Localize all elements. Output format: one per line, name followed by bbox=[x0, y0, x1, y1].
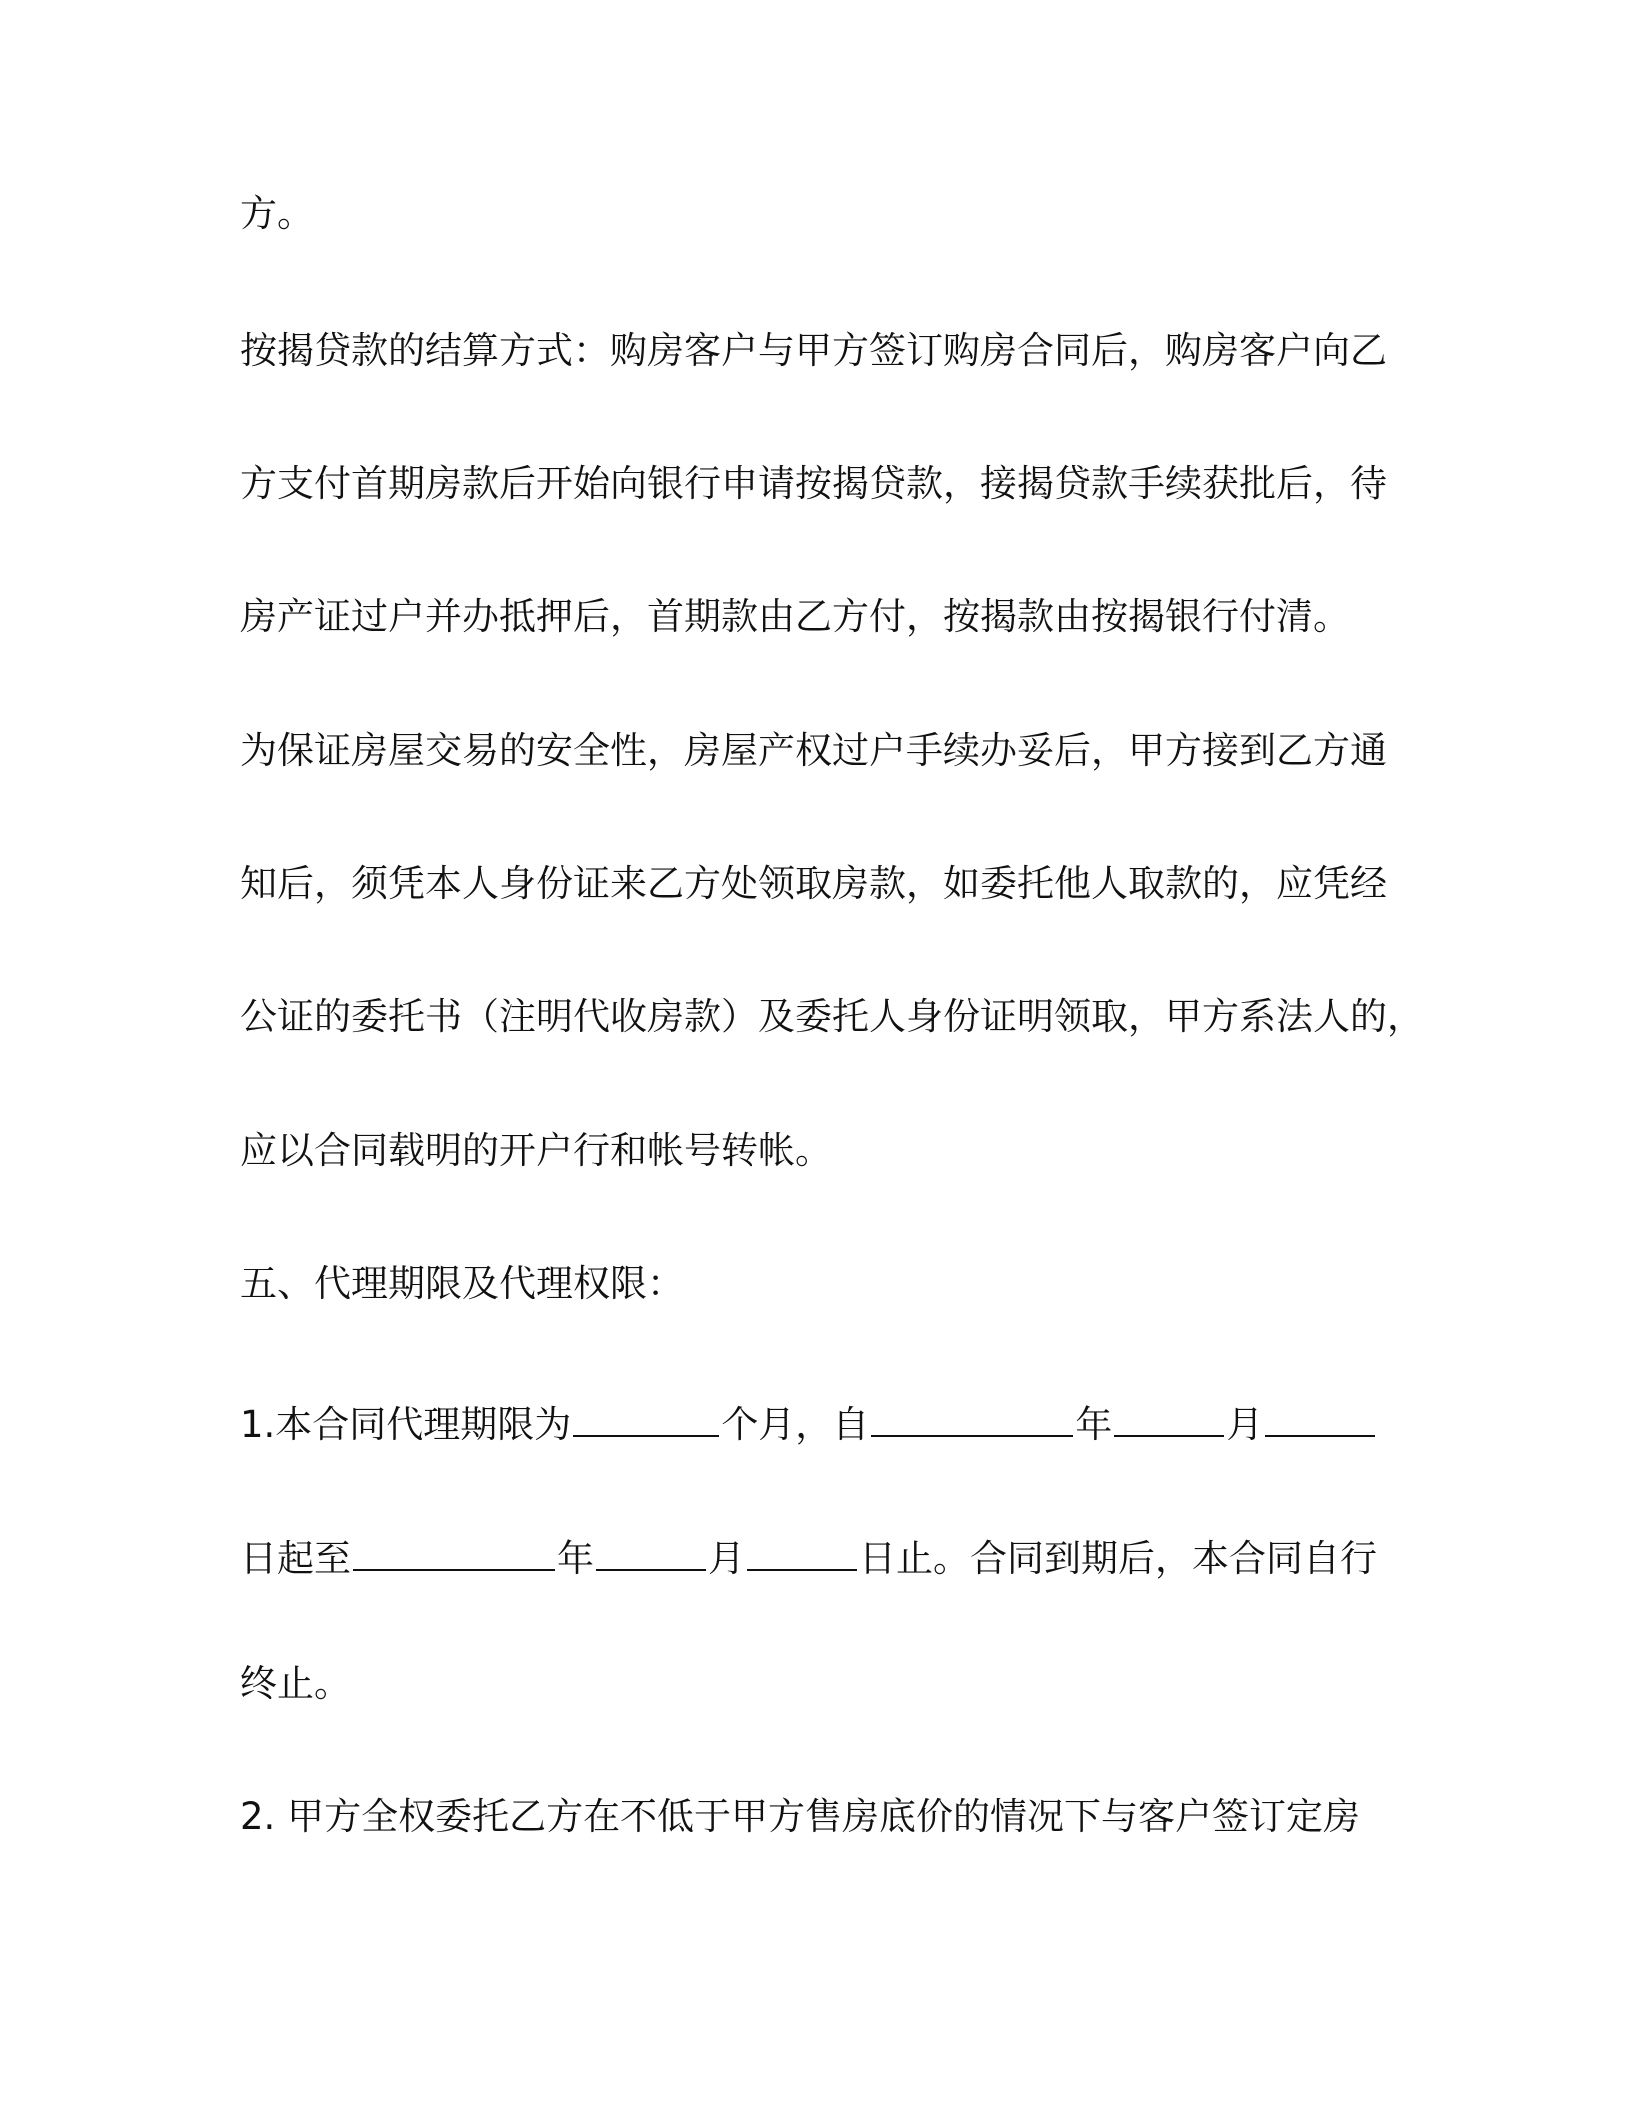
month-label: 月 bbox=[708, 1537, 745, 1580]
year-label: 年 bbox=[557, 1537, 594, 1580]
start-day-blank bbox=[1265, 1395, 1375, 1437]
term-months-text: 个月，自 bbox=[721, 1403, 870, 1446]
end-month-blank bbox=[596, 1529, 706, 1571]
months-blank bbox=[573, 1395, 719, 1437]
paragraph-line: 终止。 bbox=[240, 1662, 351, 1705]
paragraph-line: 为保证房屋交易的安全性，房屋产权过户手续办妥后，甲方接到乙方通 bbox=[240, 729, 1387, 772]
end-year-blank bbox=[353, 1529, 555, 1571]
start-month-blank bbox=[1114, 1395, 1224, 1437]
section-heading: 五、代理期限及代理权限： bbox=[240, 1262, 684, 1305]
paragraph-line: 应以合同载明的开户行和帐号转帐。 bbox=[240, 1129, 832, 1172]
paragraph-line: 方。 bbox=[240, 192, 314, 235]
paragraph-line: 房产证过户并办抵押后，首期款由乙方付，按揭款由按揭银行付清。 bbox=[240, 595, 1350, 638]
paragraph-line: 知后，须凭本人身份证来乙方处领取房款，如委托他人取款的，应凭经 bbox=[240, 862, 1387, 905]
term-end-text: 日止。合同到期后，本合同自行 bbox=[859, 1537, 1377, 1580]
paragraph-line: 公证的委托书（注明代收房款）及委托人身份证明领取，甲方系法人的， bbox=[240, 995, 1424, 1038]
month-label: 月 bbox=[1226, 1403, 1264, 1446]
item-2-line: 2. 甲方全权委托乙方在不低于甲方售房底价的情况下与客户签订定房 bbox=[240, 1795, 1361, 1838]
paragraph-line: 按揭贷款的结算方式：购房客户与甲方签订购房合同后，购房客户向乙 bbox=[240, 329, 1387, 372]
end-day-blank bbox=[747, 1529, 857, 1571]
start-year-blank bbox=[871, 1395, 1073, 1437]
year-label: 年 bbox=[1075, 1403, 1113, 1446]
term-line-2 bbox=[240, 1529, 1377, 1581]
term-prefix: 1.本合同代理期限为 bbox=[240, 1403, 572, 1446]
term-from-text: 日起至 bbox=[240, 1537, 351, 1580]
paragraph-line: 方支付首期房款后开始向银行申请按揭贷款，接揭贷款手续获批后，待 bbox=[240, 462, 1387, 505]
term-line-1 bbox=[240, 1395, 1377, 1447]
